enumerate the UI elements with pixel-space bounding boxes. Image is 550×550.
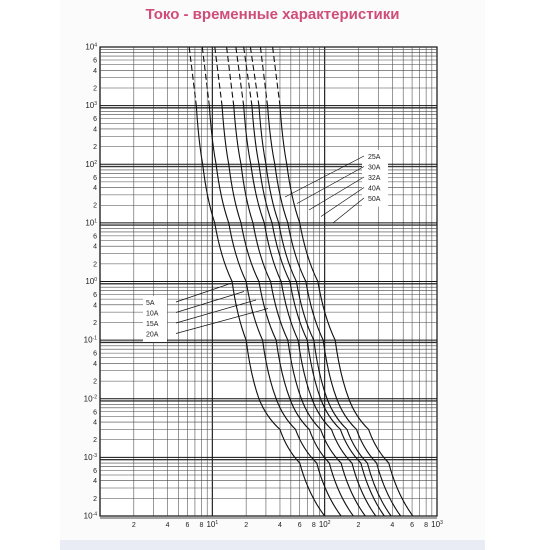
x-tick-label: 4 — [278, 522, 282, 529]
y-tick-label: $10^{-1}$ — [83, 335, 97, 345]
legend-label: 40A — [368, 185, 381, 193]
y-tick-label: 4 — [93, 126, 97, 134]
x-tick-label: 2 — [131, 522, 136, 529]
legend-label: 20A — [146, 331, 159, 339]
y-tick-label: 2 — [93, 261, 97, 269]
y-tick-label: $10^{-3}$ — [83, 452, 97, 462]
x-tick-label: $10^2$ — [318, 520, 331, 529]
y-tick-label: 2 — [93, 202, 97, 210]
y-tick-label: 2 — [93, 319, 97, 327]
y-tick-label: 4 — [93, 67, 97, 75]
footer-strip — [60, 540, 485, 550]
y-tick-label: 4 — [93, 360, 97, 368]
legend-label: 5A — [146, 300, 155, 307]
legend-label: 50A — [368, 196, 381, 203]
y-tick-label: 6 — [93, 292, 97, 300]
legend-label: 30A — [368, 164, 381, 172]
legend-label: 15A — [146, 321, 159, 328]
x-tick-label: 4 — [165, 522, 170, 529]
y-tick-label: 6 — [93, 409, 97, 417]
y-tick-label: 6 — [93, 467, 97, 475]
x-tick-label: $10^3$ — [431, 520, 443, 529]
x-tick-label: 4 — [390, 522, 395, 529]
y-tick-label: $10^0$ — [85, 277, 97, 286]
y-tick-label: $10^3$ — [85, 101, 97, 111]
y-tick-label: 4 — [93, 419, 97, 427]
x-tick-label: 6 — [185, 522, 190, 529]
y-tick-label: 2 — [93, 85, 97, 93]
chart-title: Токо - временные характеристики — [145, 6, 400, 23]
legend-label: 10A — [146, 310, 159, 318]
y-tick-label: $10^1$ — [85, 218, 97, 228]
y-tick-label: $10^{-4}$ — [83, 511, 97, 521]
x-tick-label: 2 — [356, 522, 361, 529]
y-tick-label: $10^4$ — [85, 42, 97, 52]
y-tick-label: 2 — [93, 495, 97, 503]
y-tick-label: 4 — [93, 185, 97, 193]
y-tick-label: 2 — [93, 144, 97, 152]
y-tick-label: $10^{-2}$ — [83, 394, 97, 404]
y-tick-label: 2 — [93, 378, 97, 386]
x-tick-label: 6 — [410, 522, 415, 529]
x-tick-label: 8 — [424, 522, 429, 529]
legend-label: 32A — [368, 175, 381, 182]
x-tick-label: $10^1$ — [206, 520, 219, 529]
legend-label: 25A — [368, 154, 381, 161]
y-tick-label: 6 — [93, 233, 97, 241]
y-tick-label: 4 — [93, 243, 97, 251]
y-tick-label: $10^2$ — [85, 159, 97, 169]
y-tick-label: 6 — [93, 116, 97, 124]
y-tick-label: 6 — [93, 350, 97, 358]
y-tick-label: 4 — [93, 302, 97, 310]
y-tick-label: 6 — [93, 174, 97, 182]
y-tick-label: 2 — [93, 437, 97, 445]
x-tick-label: 2 — [244, 522, 249, 529]
y-tick-label: 6 — [93, 57, 97, 65]
x-tick-label: 8 — [199, 522, 204, 529]
x-tick-label: 8 — [311, 522, 316, 529]
y-tick-label: 4 — [93, 478, 97, 486]
x-tick-label: 6 — [297, 522, 302, 529]
